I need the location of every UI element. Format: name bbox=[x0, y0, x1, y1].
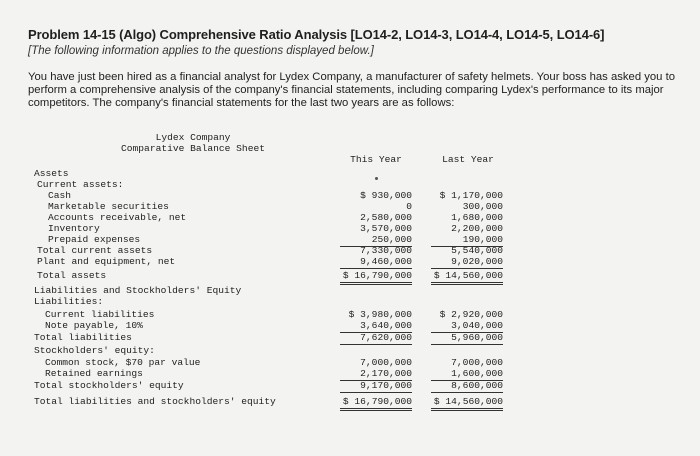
row-total-liabilities: Total liabilities 7,620,000 5,960,000 bbox=[34, 332, 503, 343]
row-total-liabilities-equity: Total liabilities and stockholders' equity $ 16,790,000 $ 14,560,000 bbox=[28, 396, 518, 408]
row-liabilities: Liabilities: bbox=[34, 296, 104, 307]
row-note-payable: Note payable, 10% 3,640,000 3,040,000 bbox=[45, 320, 503, 331]
column-last-year: Last Year bbox=[442, 154, 494, 165]
row-retained-earnings: Retained earnings 2,170,000 1,600,000 bbox=[45, 368, 503, 379]
row-marketable-securities: Marketable securities 0 300,000 bbox=[48, 201, 503, 212]
row-total-current-assets: Total current assets 7,330,000 5,540,000 bbox=[37, 245, 503, 256]
balance-sheet bbox=[28, 130, 518, 415]
row-plant-equipment: Plant and equipment, net 9,460,000 9,020,000 bbox=[37, 256, 503, 267]
row-liabilities-equity-heading: Liabilities and Stockholders' Equity bbox=[34, 285, 242, 296]
company-name: Lydex Company bbox=[155, 132, 231, 143]
problem-subtitle: [The following information applies to the questions displayed below.] bbox=[28, 45, 374, 57]
row-total-assets: Total assets $ 16,790,000 $ 14,560,000 bbox=[28, 270, 518, 282]
row-accounts-receivable: Accounts receivable, net 2,580,000 1,680,000 bbox=[48, 212, 503, 223]
row-current-liabilities: Current liabilities $ 3,980,000 $ 2,920,000 bbox=[45, 309, 503, 320]
row-prepaid-expenses: Prepaid expenses 250,000 190,000 bbox=[48, 234, 503, 245]
problem-intro: You have just been hired as a financial analyst for Lydex Company, a manufacturer of safety helmets. Your boss has asked you to perform a comprehensive analysis of the company's financial statements, including comparing Lydex's performance to its major competitors. The company's financial statements for the last two years are as follows: bbox=[28, 71, 676, 109]
row-cash: Cash $ 930,000 $ 1,170,000 bbox=[48, 190, 503, 201]
column-this-year: This Year bbox=[350, 154, 402, 165]
row-common-stock: Common stock, $70 par value 7,000,000 7,000,000 bbox=[45, 357, 503, 368]
row-assets: Assets bbox=[34, 168, 69, 179]
row-stockholders-equity: Stockholders' equity: bbox=[34, 345, 155, 356]
problem-title: Problem 14-15 (Algo) Comprehensive Ratio Analysis [LO14-2, LO14-3, LO14-4, LO14-5, LO14-6] bbox=[28, 27, 605, 42]
row-current-assets: Current assets: bbox=[37, 179, 124, 190]
row-inventory: Inventory 3,570,000 2,200,000 bbox=[48, 223, 503, 234]
statement-name: Comparative Balance Sheet bbox=[121, 143, 265, 154]
row-total-stockholders-equity: Total stockholders' equity 9,170,000 8,600,000 bbox=[34, 380, 503, 391]
